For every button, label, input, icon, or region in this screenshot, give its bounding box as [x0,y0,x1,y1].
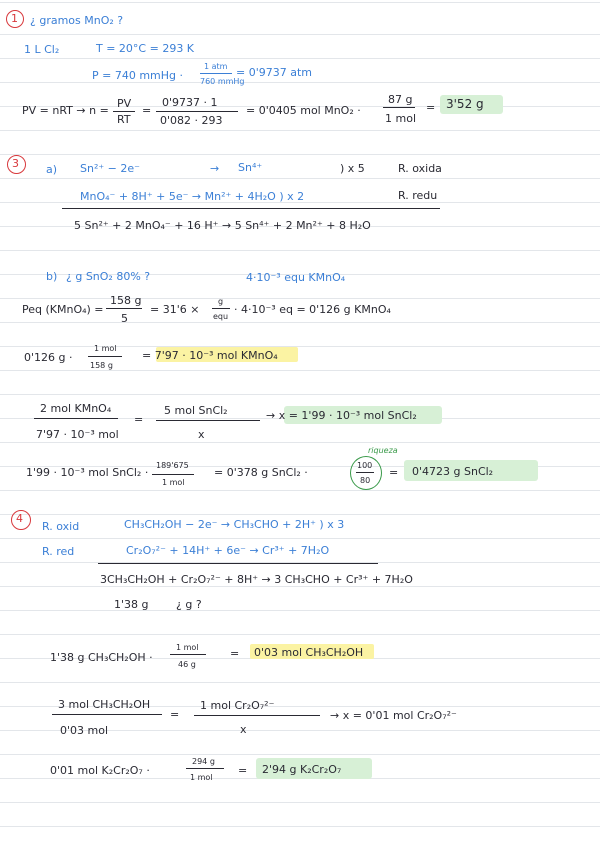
q3-ratio-right-line [156,420,260,421]
q1-n-frac-line [113,111,135,112]
q4-red-half: Cr₂O₇²⁻ + 14H⁺ + 6e⁻ → Cr³⁺ + 7H₂O [126,544,330,557]
q3-part-b: b) [46,270,58,283]
q3-ratio-num-right: 5 mol SnCl₂ [164,404,228,417]
q3-mass-frac-line [152,474,194,475]
q1-moles-result: = 0'0405 mol MnO₂ · [246,104,361,117]
q4-mass-frac-line [186,768,224,769]
q4-ratio-left-line [52,714,162,715]
q3-ox-half: Sn²⁺ − 2e⁻ [80,162,140,175]
q1-values-num: 0'9737 · 1 [162,96,218,109]
q4-mass-den: 1 mol [190,773,213,782]
q4-mol-num: 1 mol [176,643,199,652]
q1-pressure-frac-den: 760 mmHg [200,77,245,86]
q3-purity-den: 80 [360,476,371,485]
q3-ox-product: Sn⁴⁺ [238,161,263,174]
q3-part-a: a) [46,163,58,176]
q3-peq-eq: equ [213,312,229,321]
q3-red-label: R. redu [398,189,438,202]
q3-mol-den: 158 g [90,361,113,370]
q3-peq-g: g [218,297,224,306]
q4-question: ¿ g ? [176,598,202,611]
q3-peq-g-line [212,308,230,309]
q3-mol-frac-line [88,356,122,357]
q3-mol-result: = 7'97 · 10⁻³ mol KMnO₄ [142,349,278,362]
q1-n-frac-den: RT [117,113,131,126]
q1-molar-frac-line [383,107,415,108]
q3-b-given: 4·10⁻³ equ KMnO₄ [246,271,346,284]
q1-pressure-frac-num: 1 atm [204,62,228,71]
q4-ratio-den-left: 0'03 mol [60,724,109,737]
q3-peq-lhs: Peq (KMnO₄) = [22,303,104,316]
q3-peq-num: 158 g [110,294,142,307]
q4-ratio-den-right: x [240,723,247,736]
q4-mol-frac-line [170,654,206,655]
q3-ratio-den-left: 7'97 · 10⁻³ mol [36,428,119,441]
q4-ratio-num-left: 3 mol CH₃CH₂OH [58,698,151,711]
q4-mol-eq: = [230,647,240,660]
q3-ox-label: R. oxida [398,162,442,175]
q3-peq-frac-line [106,308,142,309]
q1-arrow: = [426,101,436,114]
q3-peq-den: 5 [121,312,128,325]
q3-b-question: ¿ g SnO₂ 80% ? [66,270,151,283]
q3-mass-mid: = 0'378 g SnCl₂ · [214,466,308,479]
q3-mass-den: 1 mol [162,478,185,487]
q3-purity-frac-line [356,472,374,473]
q3-ratio-eq: = [134,413,144,426]
q1-values-frac-line [156,111,238,112]
q4-mol-den: 46 g [178,660,196,669]
q4-ratio-result: → x = 0'01 mol Cr₂O₇²⁻ [330,709,457,722]
q3-mass-lhs: 1'99 · 10⁻³ mol SnCl₂ · [26,466,149,479]
q3-ratio-num-left: 2 mol KMnO₄ [40,402,112,415]
q4-mass-eq: = [238,764,248,777]
q1-equals-1: = [142,104,152,117]
q4-global-line [98,563,378,564]
q1-n-frac-num: PV [117,97,132,110]
q4-ox-half: CH₃CH₂OH − 2e⁻ → CH₃CHO + 2H⁺ ) x 3 [124,518,345,531]
q3-ratio-den-right: x [198,428,205,441]
q3-ratio-left-line [34,418,118,419]
q4-ratio-right-line [194,715,320,716]
q1-answer: 3'52 g [446,97,484,111]
question-4-number: 4 [16,512,23,525]
q4-mol-lhs: 1'38 g CH₃CH₂OH · [50,651,153,664]
q4-ox-label: R. oxid [42,520,80,533]
q1-pressure-result: = 0'9737 atm [236,66,312,79]
q4-mol-result: 0'03 mol CH₃CH₂OH [254,646,364,659]
q3-peq-tail: · 4·10⁻³ eq = 0'126 g KMnO₄ [234,303,391,316]
q4-given: 1'38 g [114,598,149,611]
q4-ratio-eq: = [170,708,180,721]
q1-question: ¿ gramos MnO₂ ? [30,14,124,27]
q4-red-label: R. red [42,545,75,558]
q3-ratio-result: → x = 1'99 · 10⁻³ mol SnCl₂ [266,409,417,422]
q1-pressure-lhs: P = 740 mmHg · [92,69,184,82]
q3-purity-num: 100 [357,461,373,470]
q1-temperature: T = 20°C = 293 K [96,42,195,55]
q1-given-volume: 1 L Cl₂ [24,43,60,56]
q3-purity-note: riqueza [368,446,398,455]
q4-ratio-num-right: 1 mol Cr₂O₇²⁻ [200,699,275,712]
q3-global-equation: 5 Sn²⁺ + 2 MnO₄⁻ + 16 H⁺ → 5 Sn⁴⁺ + 2 Mn²⁺ + 8 H₂O [74,219,371,232]
q4-mass-lhs: 0'01 mol K₂Cr₂O₇ · [50,764,150,777]
q4-mass-num: 294 g [192,757,215,766]
q3-mol-num: 1 mol [94,344,117,353]
q1-pressure-frac-line [200,73,232,74]
q4-answer: 2'94 g K₂Cr₂O₇ [262,763,342,776]
question-1-number: 1 [11,12,18,25]
q3-mol-lhs: 0'126 g · [24,351,73,364]
q3-mass-num: 189'675 [156,461,189,470]
q3-mass-answer: 0'4723 g SnCl₂ [412,465,494,478]
q3-ox-factor: ) x 5 [340,162,365,175]
q1-gas-law: PV = nRT → n = [22,104,109,117]
q3-global-line [62,208,440,209]
q3-peq-mid: = 31'6 × [150,303,200,316]
q3-red-half: MnO₄⁻ + 8H⁺ + 5e⁻ → Mn²⁺ + 4H₂O ) x 2 [80,190,305,203]
q1-molar-den: 1 mol [385,112,416,125]
q3-purity-eq: = [389,466,399,479]
q3-ox-arrow: → [210,162,220,175]
question-3-number: 3 [12,157,19,170]
q1-values-den: 0'082 · 293 [160,114,223,127]
q4-global-equation: 3CH₃CH₂OH + Cr₂O₇²⁻ + 8H⁺ → 3 CH₃CHO + Cr³⁺ + 7H₂O [100,573,413,586]
q1-molar-num: 87 g [388,93,413,106]
